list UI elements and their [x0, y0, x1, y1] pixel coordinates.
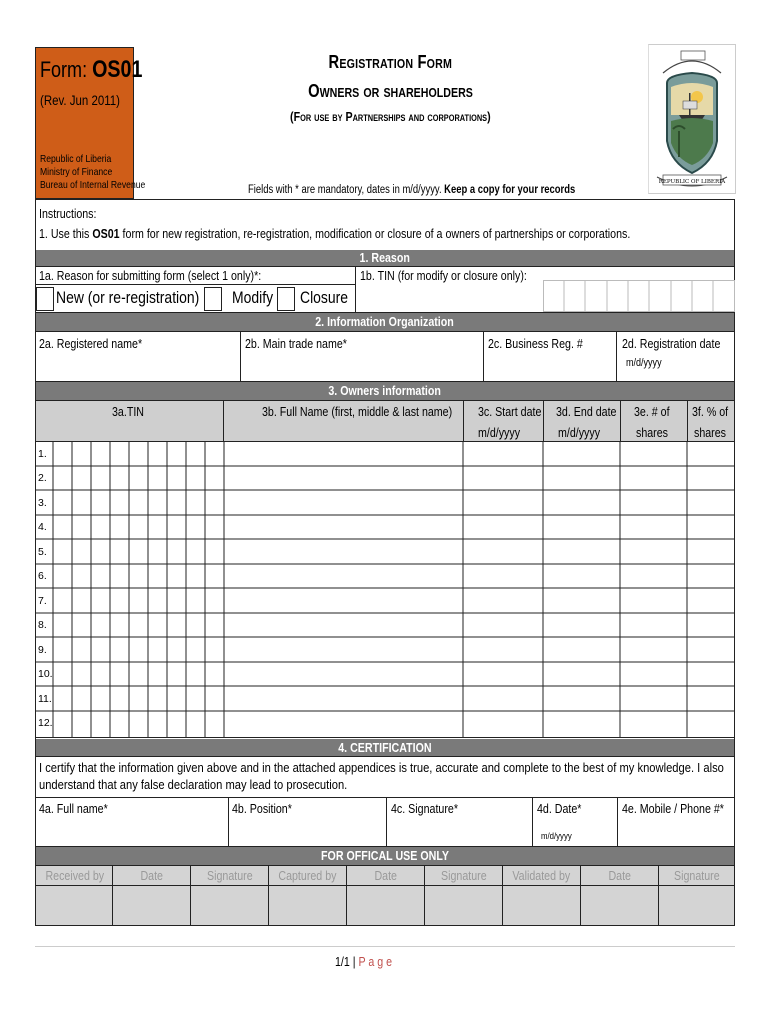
label-2d: 2d. Registration date [622, 336, 721, 351]
col-end-date: 3d. End date [556, 404, 617, 419]
fields-note: Fields with * are mandatory, dates in m/d/yyyy. Keep a copy for your records [248, 184, 576, 196]
svg-text:REPUBLIC OF LIBERIA: REPUBLIC OF LIBERIA [658, 179, 726, 185]
col-shares-number: 3e. # of [634, 404, 670, 419]
label-4a: 4a. Full name* [39, 801, 108, 816]
col-end-hint: m/d/yyyy [558, 425, 601, 440]
coat-of-arms-logo [648, 44, 736, 194]
row-number: 6. [38, 570, 47, 582]
label-4c: 4c. Signature* [391, 801, 458, 816]
checkbox-new[interactable] [36, 287, 54, 311]
col-shares-number-2: shares [636, 425, 669, 440]
label-1b: 1b. TIN (for modify or closure only): [360, 268, 527, 283]
checkbox-modify[interactable] [204, 287, 222, 311]
agency-block: Republic of Liberia Ministry of Finance Bureau of Internal Revenue [40, 153, 146, 191]
section-3-title: 3. Owners information [36, 382, 734, 400]
label-2c: 2c. Business Reg. # [488, 336, 583, 351]
hint-4d: m/d/yyyy [541, 831, 572, 842]
col-start-hint: m/d/yyyy [478, 425, 521, 440]
page-footer: 1/1 | P a g e [335, 954, 393, 969]
label-2b: 2b. Main trade name* [245, 336, 347, 351]
col-tin: 3a.TIN [112, 404, 144, 419]
form-id-box [35, 47, 146, 199]
col-shares-percent: 3f. % of [692, 404, 729, 419]
instructions-item: 1. Use this OS01 form for new registration, re-registration, modification or closure of a owners of partnerships or corporations. [39, 226, 631, 241]
official-col: Signature [206, 868, 253, 883]
official-col: Date [374, 868, 397, 883]
certification-statement: I certify that the information given above and in the attached appendices is true, accurate and complete to the best of my knowledge. I also understand that any false declaration may lead to prosecution. [39, 760, 724, 792]
hint-2d: m/d/yyyy [626, 357, 662, 369]
form-code: Form: OS01 [40, 56, 143, 83]
instructions-heading: Instructions: [39, 206, 97, 221]
row-number: 9. [38, 644, 47, 656]
label-4e: 4e. Mobile / Phone #* [622, 801, 724, 816]
section-4-title: 4. CERTIFICATION [36, 739, 734, 756]
row-number: 11. [38, 693, 52, 705]
official-col: Date [608, 868, 631, 883]
row-number: 5. [38, 546, 47, 558]
page-title: Registration Form Owners or shareholders (For use by Partnerships and corporations) [289, 52, 491, 124]
row-number: 8. [38, 619, 47, 631]
label-2a: 2a. Registered name* [39, 336, 143, 351]
official-col: Signature [440, 868, 487, 883]
label-4b: 4b. Position* [232, 801, 292, 816]
row-number: 7. [38, 595, 47, 607]
revision: (Rev. Jun 2011) [40, 92, 120, 108]
section-1-title: 1. Reason [36, 250, 734, 266]
row-number: 12. [38, 717, 53, 729]
official-col: Date [140, 868, 163, 883]
official-col: Received by [45, 868, 104, 883]
row-number: 3. [38, 497, 47, 509]
official-col: Captured by [278, 868, 337, 883]
col-shares-percent-2: shares [694, 425, 727, 440]
label-4d: 4d. Date* [537, 801, 582, 816]
section-2-title: 2. Information Organization [36, 313, 734, 331]
official-use-title: FOR OFFICAL USE ONLY [36, 847, 734, 865]
checkbox-closure[interactable] [277, 287, 295, 311]
owners-table [35, 441, 735, 738]
official-col: Signature [673, 868, 720, 883]
option-new: New (or re-registration) [56, 288, 200, 307]
option-closure: Closure [300, 288, 349, 307]
tin-input-1b[interactable] [543, 280, 735, 312]
row-number: 10. [38, 668, 53, 680]
col-full-name: 3b. Full Name (first, middle & last name) [262, 404, 453, 419]
row-number: 2. [38, 472, 47, 484]
col-start-date: 3c. Start date [478, 404, 542, 419]
row-number: 4. [38, 521, 47, 533]
option-modify: Modify [232, 288, 274, 307]
label-1a: 1a. Reason for submitting form (select 1 only)*: [39, 268, 262, 283]
row-number: 1. [38, 448, 47, 460]
official-col: Validated by [512, 868, 571, 883]
